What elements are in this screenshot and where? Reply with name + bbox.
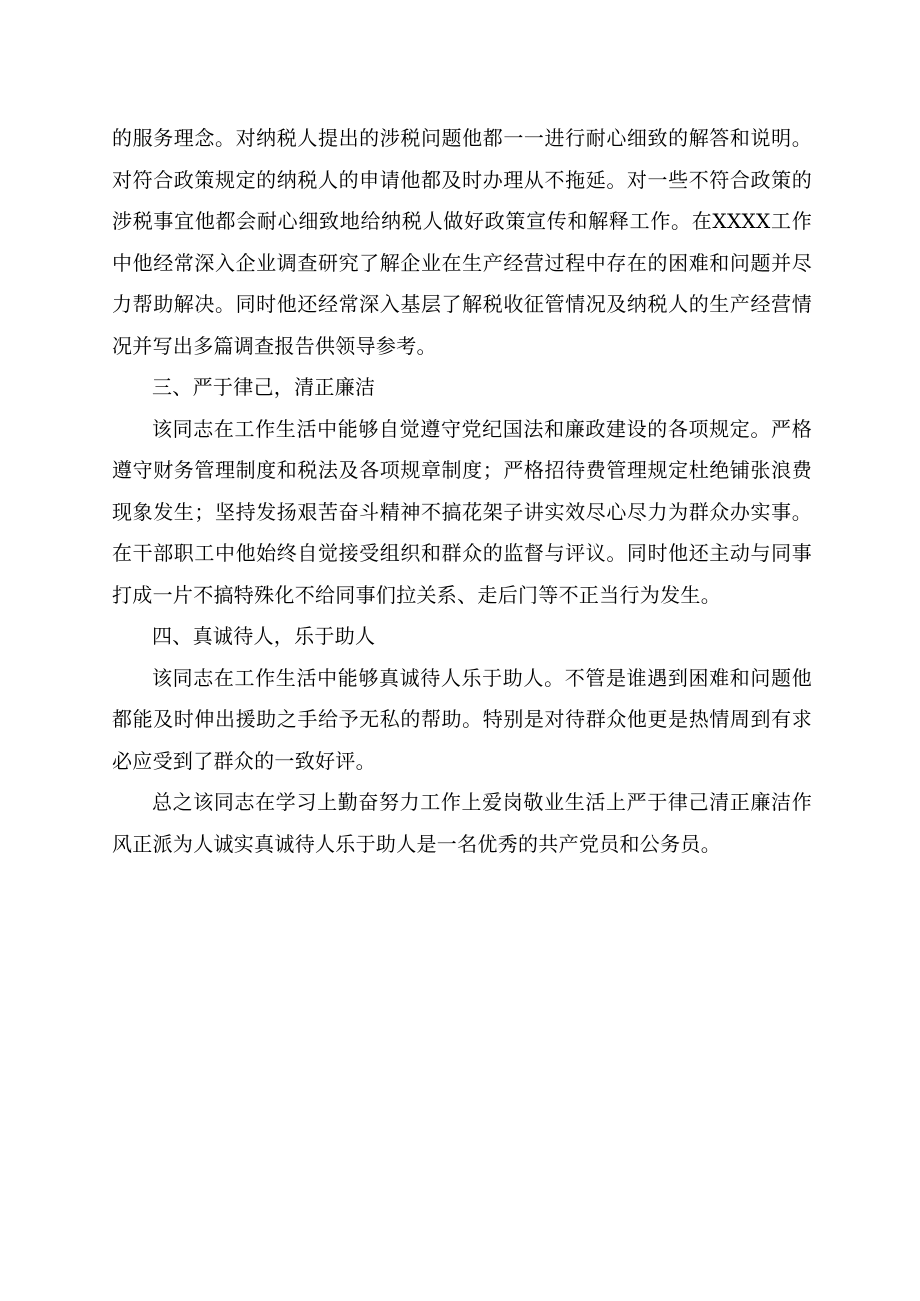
section-heading-helpfulness: 四、真诚待人，乐于助人 (152, 624, 376, 648)
paragraph-helpfulness: 该同志在工作生活中能够真诚待人乐于助人。不管是谁遇到困难和问题他都能及时伸出援助之手给予无私的帮助。特别是对待群众他更是热情周到有求必应受到了群众的一致好评。 (112, 665, 812, 773)
paragraph-integrity: 该同志在工作生活中能够自觉遵守党纪国法和廉政建设的各项规定。严格遵守财务管理制度和税法及各项规章制度；严格招待费管理规定杜绝铺张浪费现象发生；坚持发扬艰苦奋斗精神不搞花架子讲实效尽心尽力为群众办实事。在干部职工中他始终自觉接受组织和群众的监督与评议。同时他还主动与同事打成一片不搞特殊化不给同事们拉关系、走后门等不正当行为发生。 (112, 416, 812, 607)
paragraph-service-philosophy: 的服务理念。对纳税人提出的涉税问题他都一一进行耐心细致的解答和说明。对符合政策规定的纳税人的申请他都及时办理从不拖延。对一些不符合政策的涉税事宜他都会耐心细致地给纳税人做好政策宣传和解释工作。在XXXX工作中他经常深入企业调查研究了解企业在生产经营过程中存在的困难和问题并尽力帮助解决。同时他还经常深入基层了解税收征管情况及纳税人的生产经营情况并写出多篇调查报告供领导参考。 (112, 126, 812, 358)
section-heading-integrity: 三、严于律己，清正廉洁 (152, 375, 376, 399)
paragraph-conclusion: 总之该同志在学习上勤奋努力工作上爱岗敬业生活上严于律己清正廉洁作风正派为人诚实真诚待人乐于助人是一名优秀的共产党员和公务员。 (112, 790, 812, 856)
document-body (112, 118, 812, 865)
